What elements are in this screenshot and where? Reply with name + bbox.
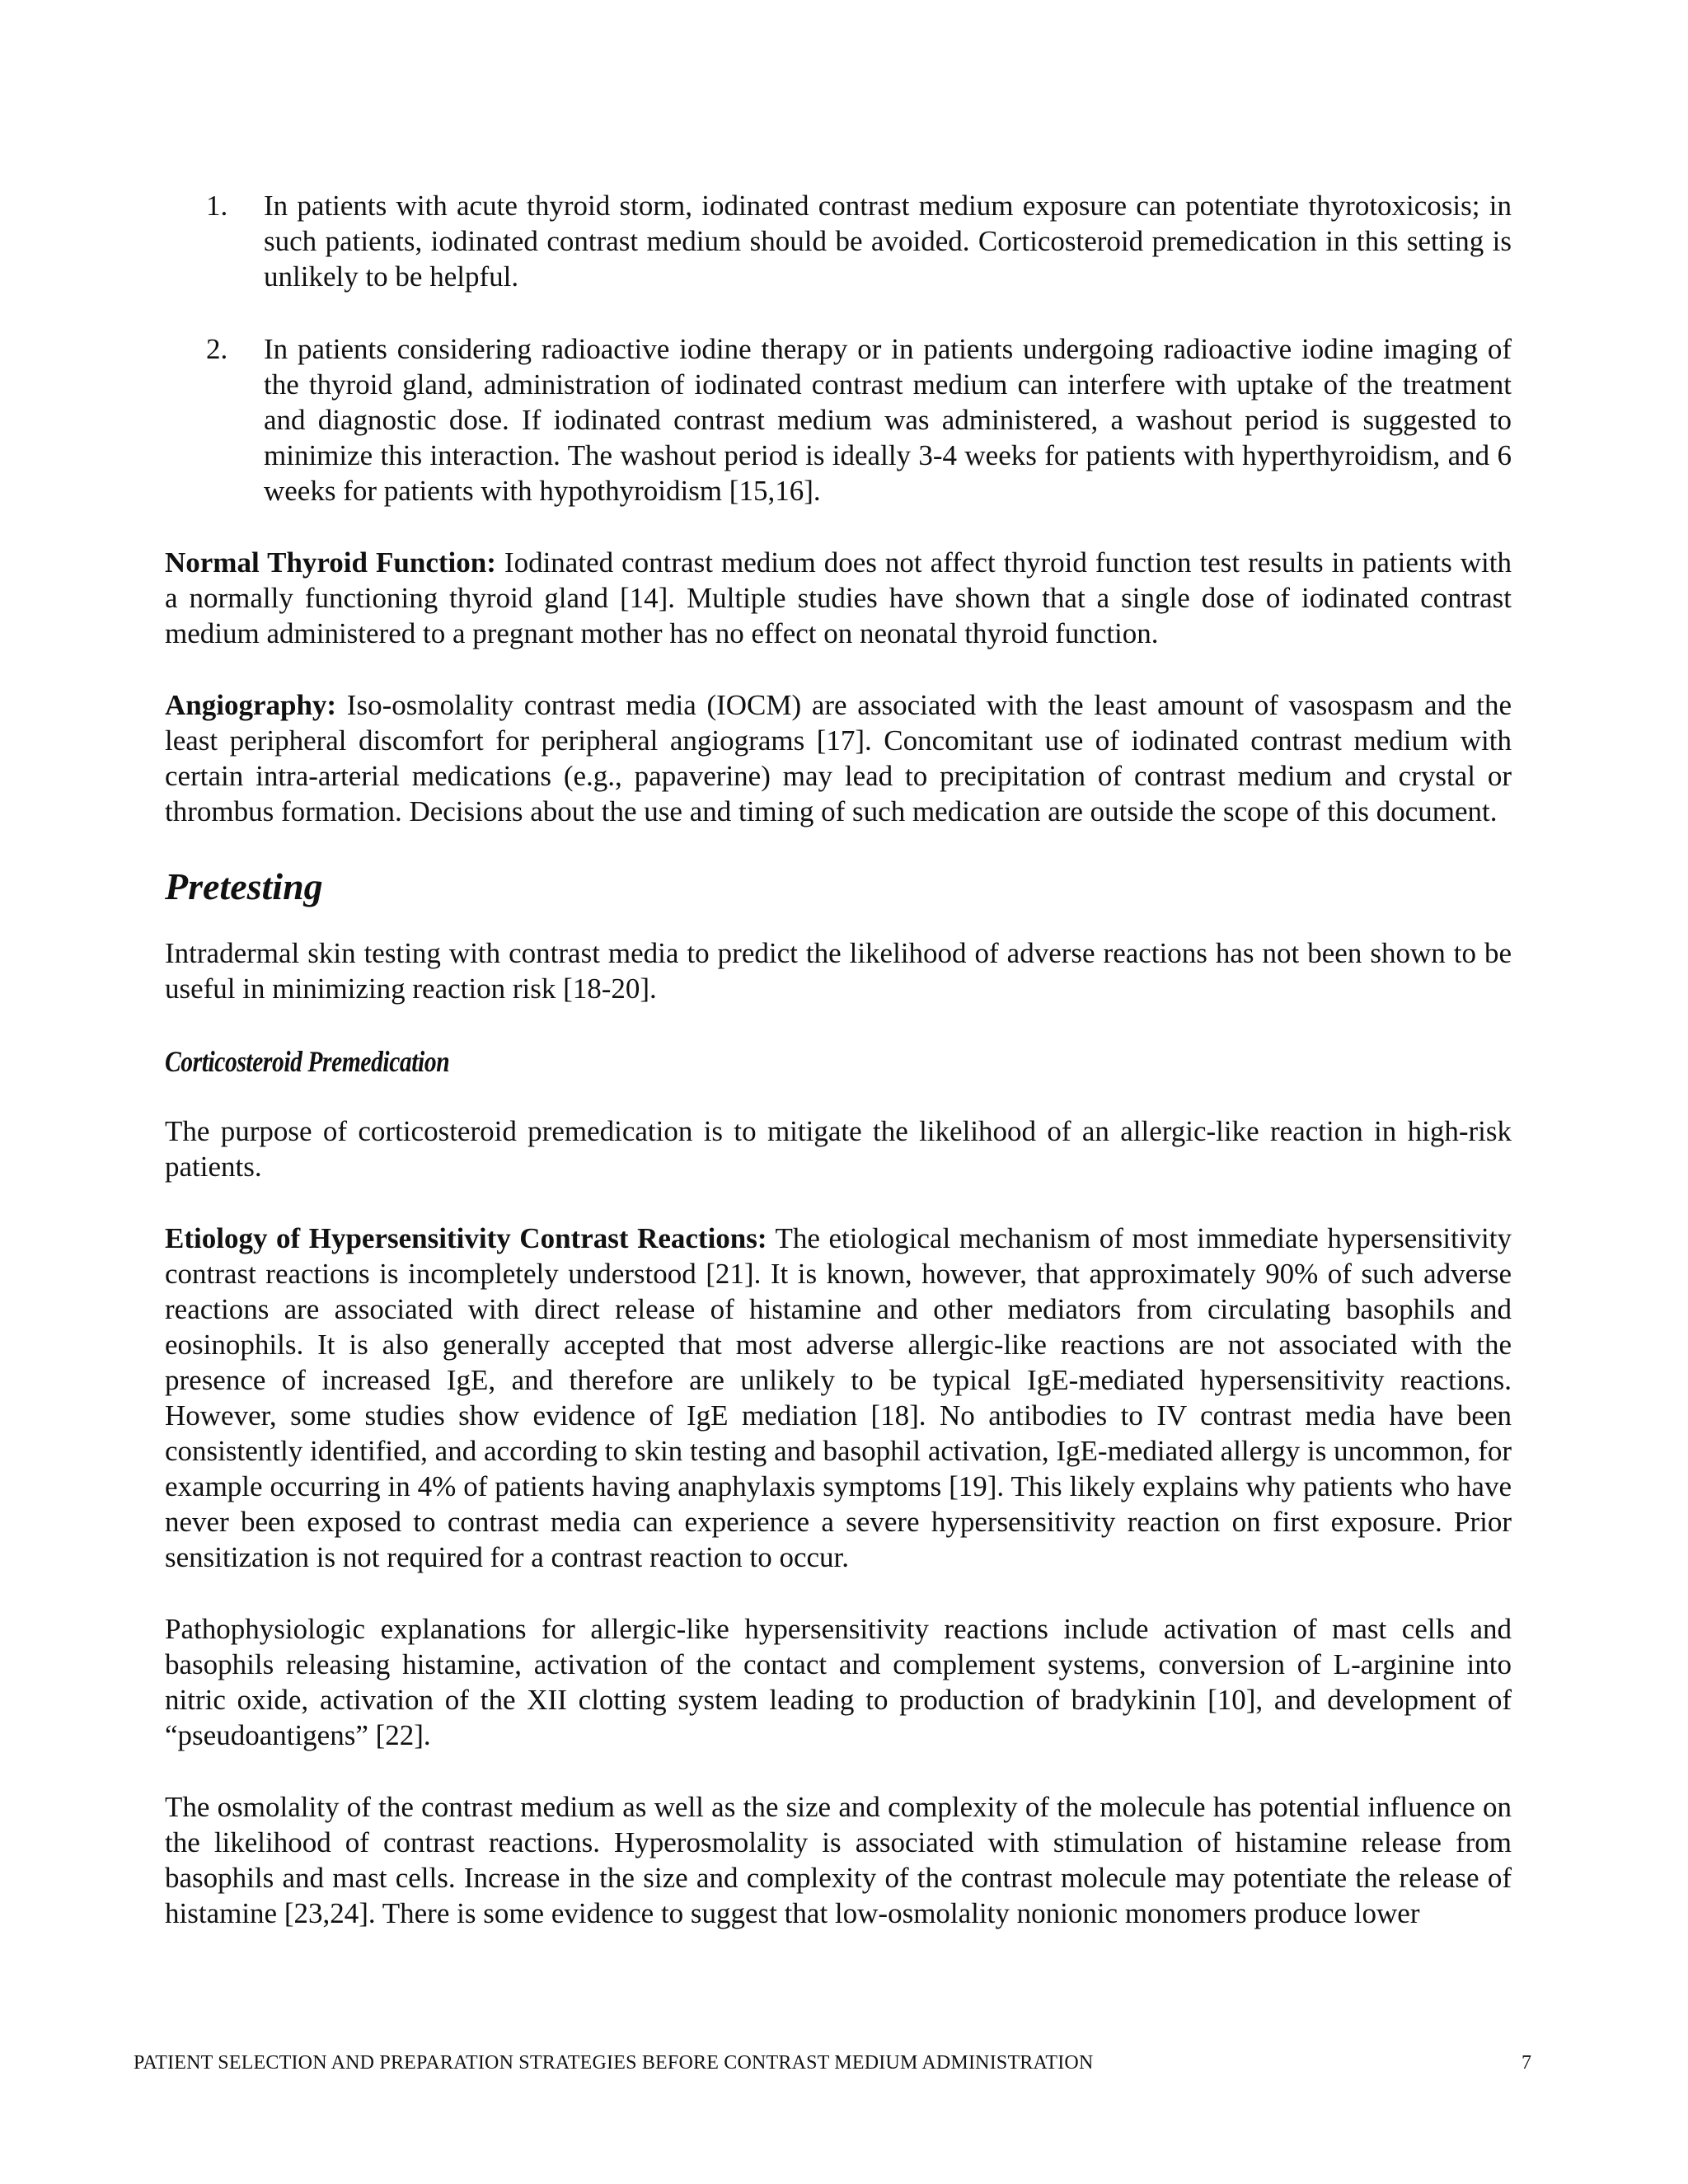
list-item-text: In patients considering radioactive iodine therapy or in patients undergoing radioactive iodine imaging of the thyroid gland, administration of iodinated contrast medium can interfere with uptake of the treatment and diagnostic dose. If iodinated contrast medium was administered, a washout period is suggested to minimize this interaction. The washout period is ideally 3-4 weeks for patients with hyperthyroidism, and 6 weeks for patients with hypothyroidism [15,16]. (264, 333, 1512, 507)
etiology-paragraph (165, 1221, 1512, 1575)
list-item (165, 188, 1512, 294)
page-number: 7 (1522, 2052, 1532, 2074)
list-item (165, 331, 1512, 509)
normal-thyroid-paragraph (165, 545, 1512, 651)
corticosteroid-heading: Corticosteroid Premedication (165, 1045, 450, 1078)
angiography-text: Iso-osmolality contrast media (IOCM) are associated with the least amount of vasospasm and the least peripheral discomfort for peripheral angiograms [17]. Concomitant use of iodinated contrast medium with certain intra-arterial medications (e.g., papaverine) may lead to precipitation of contrast medium and crystal or thrombus formation. Decisions about the use and timing of such medication are outside the scope of this document. (165, 689, 1512, 827)
etiology-text: The etiological mechanism of most immediate hypersensitivity contrast reactions is incompletely understood [21]. It is known, however, that approximately 90% of such adverse reactions are associated with direct release of histamine and other mediators from circulating basophils and eosinophils. It is also generally accepted that most adverse allergic-like reactions are not associated with the presence of increased IgE, and therefore are unlikely to be typical IgE-mediated hypersensitivity reactions. However, some studies show evidence of IgE mediation [18]. No antibodies to IV contrast media have been consistently identified, and according to skin testing and basophil activation, IgE-mediated allergy is uncommon, for example occurring in 4% of patients having anaphylaxis symptoms [19]. This likely explains why patients who have never been exposed to contrast media can experience a severe hypersensitivity reaction on first exposure. Prior sensitization is not required for a contrast reaction to occur. (165, 1222, 1512, 1573)
pathophysiology-paragraph: Pathophysiologic explanations for allergic-like hypersensitivity reactions include activation of mast cells and basophils releasing histamine, activation of the contact and complement systems, conversion of L-arginine into nitric oxide, activation of the XII clotting system leading to production of bradykinin [10], and development of “pseudoantigens” [22]. (165, 1613, 1512, 1751)
angiography-label: Angiography: (165, 689, 337, 721)
list-item-number: 1. (206, 190, 228, 222)
pretesting-paragraph: Intradermal skin testing with contrast media to predict the likelihood of adverse reactions has not been shown to be useful in minimizing reaction risk [18-20]. (165, 937, 1512, 1005)
osmolality-paragraph: The osmolality of the contrast medium as well as the size and complexity of the molecule has potential influence on the likelihood of contrast reactions. Hyperosmolality is associated with stimulation of histamine release from basophils and mast cells. Increase in the size and complexity of the contrast molecule may potentiate the release of histamine [23,24]. There is some evidence to suggest that low-osmolality nonionic monomers produce lower (165, 1791, 1512, 1929)
page-content (165, 188, 1512, 1931)
footer-title: PATIENT SELECTION AND PREPARATION STRATEGIES BEFORE CONTRAST MEDIUM ADMINISTRATION (134, 2052, 1094, 2074)
corticosteroid-paragraph: The purpose of corticosteroid premedication is to mitigate the likelihood of an allergic-like reaction in high-risk patients. (165, 1115, 1512, 1183)
list-item-text: In patients with acute thyroid storm, iodinated contrast medium exposure can potentiate thyrotoxicosis; in such patients, iodinated contrast medium should be avoided. Corticosteroid premedication in this setting is unlikely to be helpful. (264, 190, 1512, 293)
normal-thyroid-text: Iodinated contrast medium does not affect thyroid function test results in patients with a normally functioning thyroid gland [14]. Multiple studies have shown that a single dose of iodinated contrast medium administered to a pregnant mother has no effect on neonatal thyroid function. (165, 546, 1512, 649)
pretesting-heading: Pretesting (165, 865, 323, 907)
normal-thyroid-label: Normal Thyroid Function: (165, 546, 496, 579)
list-item-number: 2. (206, 333, 228, 365)
angiography-paragraph (165, 687, 1512, 829)
etiology-label: Etiology of Hypersensitivity Contrast Reactions: (165, 1222, 767, 1254)
